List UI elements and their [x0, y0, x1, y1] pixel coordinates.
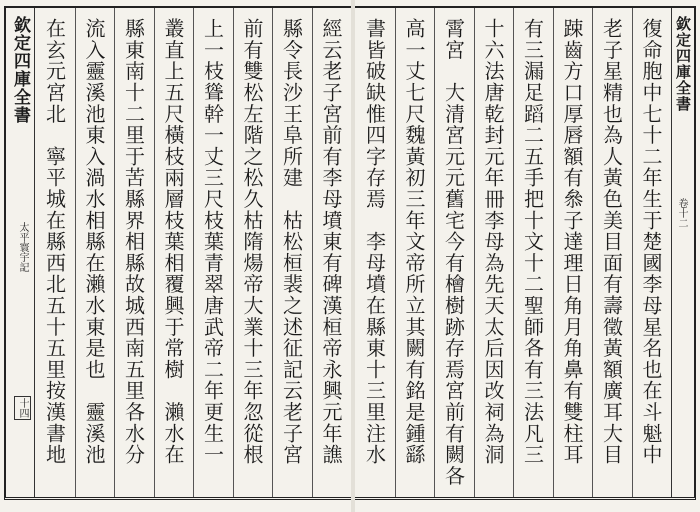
text-column: 縣東南十二里于苦縣界相縣故城西南五里各水分: [114, 8, 154, 497]
left-banner: 欽定四庫全書: [10, 16, 30, 124]
right-banner: 欽定四庫全書: [674, 16, 692, 112]
right-text-columns: [355, 8, 672, 497]
book-title: 太平寰宇記: [17, 222, 28, 272]
left-text-columns: [34, 8, 351, 497]
text-column: 有三漏足蹈二五手把十文十二聖師各有三法凡三: [513, 8, 553, 497]
text-column: 流入靈溪池東入渦水相縣在瀨水東是也 靈溪池: [75, 8, 115, 497]
right-page: [355, 6, 696, 500]
text-column: 霄宮 大清宮元元舊宅今有檜樹跡存焉宮前有闕各: [434, 8, 474, 497]
left-page: [4, 6, 351, 500]
text-column: 上一枝聳幹一丈三尺枝葉青翠唐武帝二年更生一: [193, 8, 233, 497]
text-column: 叢直上五尺橫枝兩層枝葉相覆興于常樹 瀨水在: [154, 8, 194, 497]
text-column: 踈齒方口厚唇額有叅子達理日角月角鼻有雙柱耳: [553, 8, 593, 497]
text-column: 老子星精也為人黃色美目面有壽徵黃額廣耳大目: [592, 8, 632, 497]
text-column: 十六法唐乾封元年冊李母為先天太后因改祠為洞: [474, 8, 514, 497]
right-margin-strip: [672, 8, 694, 497]
text-column: 在玄元宮北 寧平城在縣西北五十五里按漢書地: [42, 18, 67, 466]
text-column: 書皆破缺惟四字存焉 李母墳在縣東十三里注水: [362, 18, 387, 466]
text-column: 經云老子宮前有李母墳東有碑漢桓帝永興元年譙: [312, 8, 352, 497]
text-column: 縣令長沙王阜所建 枯松桓裴之述征記云老子宮: [272, 8, 312, 497]
juan-number: 卷十二: [676, 198, 687, 228]
text-column: 復命胞中七十二年生于楚國李母星名也在斗魁中: [632, 8, 672, 497]
text-column: 前有雙松左階之松久枯隋煬帝大業十三年忽從根: [233, 8, 273, 497]
leaf-number: 十四: [14, 396, 31, 420]
text-column: 高一丈七尺魏黃初三年文帝所立其闕有銘是鍾繇: [395, 8, 435, 497]
